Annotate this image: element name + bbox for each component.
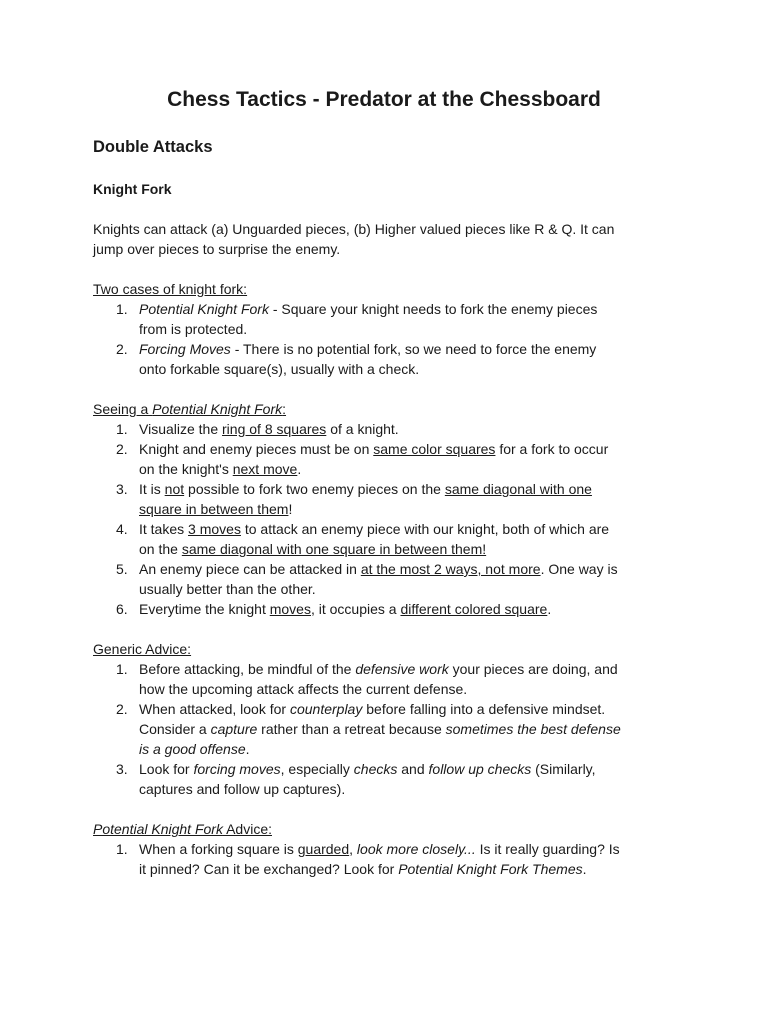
generic-advice-heading: Generic Advice: [93, 641, 192, 657]
pkf-advice-list [93, 839, 683, 879]
seeing-list [93, 419, 683, 619]
two-cases-heading: Two cases of knight fork: [93, 281, 248, 297]
intro-line-2: jump over pieces to surprise the enemy. [93, 241, 341, 257]
list-item: 2. When attacked, look for counterplay before falling into a defensive mindset. Consider a capture rather than a retreat because sometimes the best defense is a good offense. [116, 701, 621, 757]
two-cases-list [93, 299, 683, 379]
subsection-heading: Knight Fork [93, 181, 172, 197]
list-item: 4. It takes 3 moves to attack an enemy piece with our knight, both of which are on the same diagonal with one square in between them! [116, 521, 610, 557]
list-item: 3. It is not possible to fork two enemy pieces on the same diagonal with one square in between them! [116, 481, 592, 517]
generic-advice-list [93, 659, 683, 799]
pkf-advice-heading: Potential Knight Fork Advice: [93, 821, 272, 837]
list-item: 2. Forcing Moves - There is no potential fork, so we need to force the enemy onto forkable square(s), usually with a check. [116, 341, 597, 377]
list-item: 1. Visualize the ring of 8 squares of a knight. [116, 421, 399, 437]
list-item: 1. Before attacking, be mindful of the defensive work your pieces are doing, and how the upcoming attack affects the current defense. [116, 661, 618, 697]
page-title: Chess Tactics - Predator at the Chessboard [167, 88, 601, 111]
intro-line-1: Knights can attack (a) Unguarded pieces, (b) Higher valued pieces like R & Q. It can [93, 221, 615, 237]
seeing-heading: Seeing a Potential Knight Fork: [93, 401, 287, 417]
list-item: 6. Everytime the knight moves, it occupies a different colored square. [116, 601, 552, 617]
list-item: 5. An enemy piece can be attacked in at the most 2 ways, not more. One way is usually better than the other. [116, 561, 618, 597]
list-item: 3. Look for forcing moves, especially checks and follow up checks (Similarly, captures and follow up captures). [116, 761, 596, 797]
section-heading: Double Attacks [93, 138, 213, 156]
intro-paragraph [93, 219, 683, 259]
list-item: 1. When a forking square is guarded, look more closely... Is it really guarding? Is it pinned? Can it be exchanged? Look for Potential Knight Fork Themes. [116, 841, 620, 877]
list-item: 1. Potential Knight Fork - Square your knight needs to fork the enemy pieces from is protected. [116, 301, 598, 337]
list-item: 2. Knight and enemy pieces must be on same color squares for a fork to occur on the knight's next move. [116, 441, 609, 477]
document-body [93, 219, 683, 879]
